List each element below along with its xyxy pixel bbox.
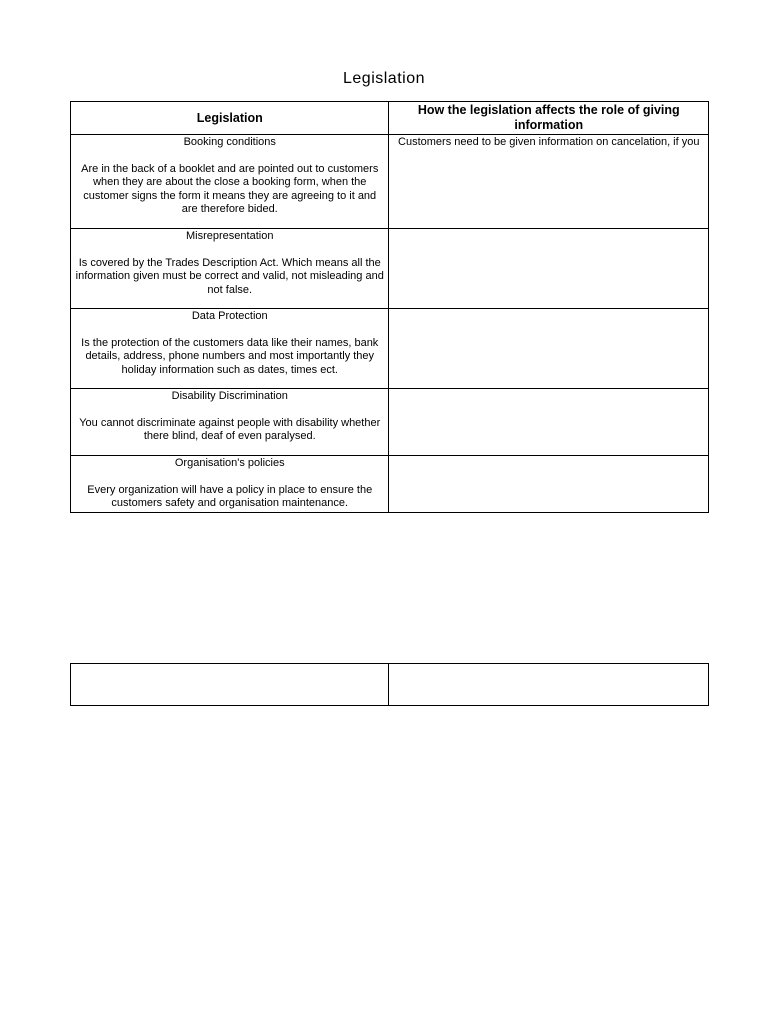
table-row [71, 229, 709, 309]
legislation-heading: Disability Discrimination [171, 390, 288, 402]
table-row [71, 135, 709, 229]
effect-cell [389, 456, 709, 513]
legislation-heading: Booking conditions [183, 136, 276, 148]
effect-cell [389, 229, 709, 309]
legislation-description: Is covered by the Trades Description Act. Which means all the information given must be correct and valid, not misleading and not false. [75, 256, 384, 296]
effect-cell [389, 389, 709, 456]
table-row [71, 664, 709, 706]
table-header-row [71, 102, 709, 135]
table-row [71, 389, 709, 456]
table-row [71, 456, 709, 513]
legislation-heading: Misrepresentation [186, 230, 274, 242]
empty-cell-right [389, 664, 709, 706]
header-effect: How the legislation affects the role of giving information [389, 102, 709, 135]
empty-table [70, 663, 709, 706]
effect-cell: Customers need to be given information on cancelation, if you [389, 135, 709, 229]
effect-cell [389, 309, 709, 389]
legislation-description: Are in the back of a booklet and are pointed out to customers when they are about the close a booking form, when the customer signs the form it means they are agreeing to it and are therefore bided. [81, 162, 379, 215]
table-row [71, 309, 709, 389]
legislation-table [70, 101, 709, 513]
header-legislation: Legislation [71, 102, 389, 135]
legislation-heading: Data Protection [191, 310, 268, 322]
legislation-cell [71, 229, 389, 309]
legislation-cell [71, 389, 389, 456]
legislation-description: Every organization will have a policy in place to ensure the customers safety and organisation maintenance. [87, 483, 373, 509]
legislation-cell [71, 309, 389, 389]
page-title: Legislation [343, 70, 425, 87]
legislation-description: Is the protection of the customers data like their names, bank details, address, phone numbers and most importantly they holiday information such as dates, times ect. [81, 336, 379, 376]
legislation-cell [71, 456, 389, 513]
empty-cell-left [71, 664, 389, 706]
legislation-description: You cannot discriminate against people with disability whether there blind, deaf of even paralysed. [79, 416, 381, 442]
legislation-heading: Organisation's policies [174, 457, 285, 469]
legislation-cell [71, 135, 389, 229]
